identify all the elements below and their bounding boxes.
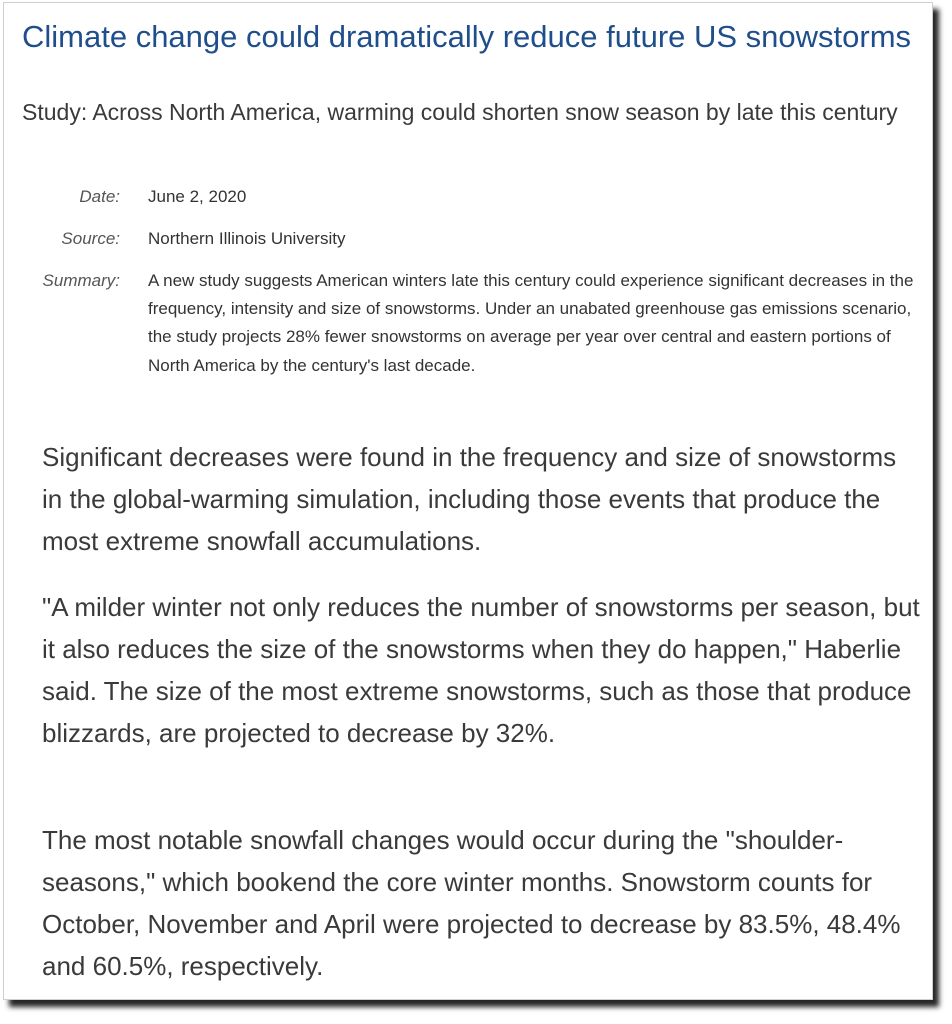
- article-title: Climate change could dramatically reduce future US snowstorms: [22, 19, 912, 54]
- article-screenshot-frame: [3, 2, 933, 1000]
- source-label: Source:: [61, 229, 120, 248]
- date-value: June 2, 2020: [148, 187, 247, 206]
- body-paragraph-2: "A milder winter not only reduces the number of snowstorms per season, but it also reduces the size of the snowstorms when they do happen," Haberlie said. The size of the most extreme snowstorms, such as those that produce blizzards, are projected to decrease by 32%.: [42, 592, 920, 748]
- body-paragraph-1: Significant decreases were found in the frequency and size of snowstorms in the global-warming simulation, including those events that produce the most extreme snowfall accumulations.: [42, 442, 897, 556]
- summary-value: A new study suggests American winters late this century could experience significant decreases in the frequency, intensity and size of snowstorms. Under an unabated greenhouse gas emissions scenario, the study projects 28% fewer snowstorms on average per year over central and eastern portions of North America by the century's last decade.: [148, 271, 914, 375]
- body-paragraph-3: The most notable snowfall changes would occur during the "shoulder-seasons," which bookend the core winter months. Snowstorm counts for October, November and April were projected to decrease by 83.5%, 48.4% and 60.5%, respectively.: [42, 825, 901, 981]
- article-subtitle: Study: Across North America, warming could shorten snow season by late this century: [22, 99, 898, 125]
- source-value: Northern Illinois University: [148, 229, 346, 248]
- date-label: Date:: [79, 187, 120, 206]
- summary-label: Summary:: [42, 271, 120, 290]
